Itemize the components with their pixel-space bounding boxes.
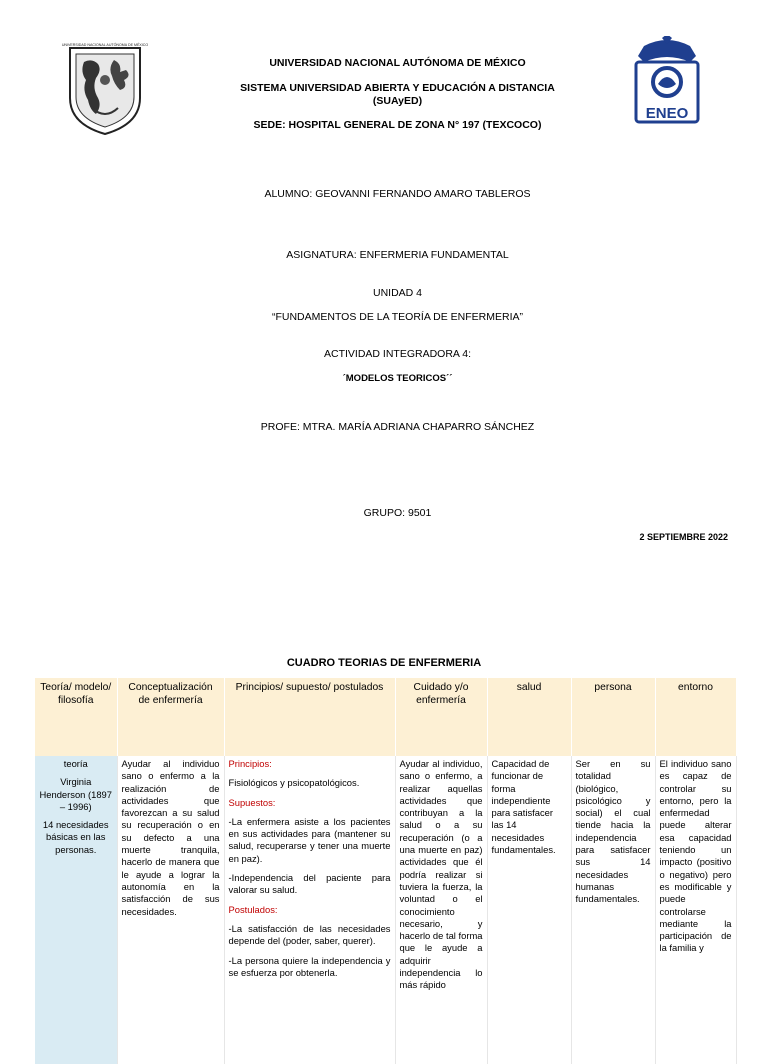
unit-line: UNIDAD 4 (372, 287, 422, 299)
student-line: ALUMNO: GEOVANNI FERNANDO AMARO TABLEROS (264, 188, 531, 200)
campus-name: SEDE: HOSPITAL GENERAL DE ZONA N° 197 (TEXCOCO) (253, 119, 542, 131)
theory-label: teoría (63, 758, 88, 769)
theory-needs: 14 necesidades básicas en las personas. (42, 819, 109, 855)
principles-cell (224, 756, 395, 1064)
eneo-logo-text: ENEO (645, 105, 689, 122)
header-care: Cuidado y/o enfermería (395, 678, 487, 756)
supuestos-label: Supuestos: (228, 796, 276, 808)
header-person: persona (571, 678, 655, 756)
table-header-row (35, 678, 736, 756)
eneo-logo (632, 36, 702, 124)
group-line: GRUPO: 9501 (363, 507, 432, 519)
activity-line: ACTIVIDAD INTEGRADORA 4: (323, 348, 472, 360)
table-title: CUADRO TEORIAS DE ENFERMERIA (286, 657, 482, 669)
person-cell: Ser en su totalidad (biológico, psicológico y social) el cual tiende hacia la independencia para satisfacer sus 14 necesidades humanas fundamentales. (571, 756, 655, 1064)
health-cell: Capacidad de funcionar de forma independiente para satisfacer las 14 necesidades fundamentales. (487, 756, 571, 1064)
postulados-item: -La persona quiere la independencia y se esfuerza por obtenerla. (228, 954, 391, 978)
theorist-name: Virginia Henderson (1897 – 1996) (39, 776, 112, 812)
document-date: 2 SEPTIEMBRE 2022 (639, 532, 728, 542)
seal-lettering: UNIVERSIDAD NACIONAL AUTÓNOMA DE MÉXICO (62, 43, 148, 47)
principios-label: Principios: (228, 758, 272, 769)
header-conceptualization: Conceptualización de enfermería (117, 678, 224, 756)
activity-title: ´MODELOS TEORICOS´´ (342, 373, 453, 384)
subject-line: ASIGNATURA: ENFERMERIA FUNDAMENTAL (286, 249, 509, 261)
theories-table (35, 678, 737, 1064)
supuestos-item: -La enfermera asiste a los pacientes en sus actividades para (mantener su salud, recuperarse y tener una muerte en paz). (228, 815, 391, 864)
header-principles: Principios/ supuesto/ postulados (224, 678, 395, 756)
postulados-item: -La satisfacción de las necesidades depende del (poder, saber, querer). (228, 922, 391, 947)
care-cell: Ayudar al individuo, sano o enfermo, a realizar aquellas actividades que contribuyan a la salud o a su recuperación (o a una muerte en paz) actividades que él podría realizar si tuviera la fuerza, la voluntad o el conocimiento necesario, y hacerlo de tal forma que le ayude a adquirir independencia lo más rápido (395, 756, 487, 1064)
theory-cell (35, 756, 117, 1064)
header-health: salud (487, 678, 571, 756)
unit-title: “FUNDAMENTOS DE LA TEORÍA DE ENFERMERIA” (271, 311, 524, 323)
system-name: SISTEMA UNIVERSIDAD ABIERTA Y EDUCACIÓN A DISTANCIA (240, 82, 555, 94)
teacher-line: PROFE: MTRA. MARÍA ADRIANA CHAPARRO SÁNCHEZ (260, 421, 535, 433)
system-abbreviation: (SUAyED) (372, 95, 423, 107)
conceptualization-cell: Ayudar al individuo sano o enfermo a la realización de actividades que favorezcan a su salud su recuperación o en su defecto a una muerte tranquila, hacerlo de manera que le ayude a lograr la autonomía en la satisfacción de sus necesidades. (117, 756, 224, 1064)
university-name: UNIVERSIDAD NACIONAL AUTÓNOMA DE MÉXICO (269, 57, 526, 69)
header-theory: Teoría/ modelo/ filosofía (35, 678, 117, 756)
header-environment: entorno (655, 678, 736, 756)
environment-cell: El individuo sano es capaz de controlar su entorno, pero la enfermedad puede alterar esa capacidad teniendo un impacto (positivo o negativo) pero es modificable y puede controlarse mediante la participación de la familia y (655, 756, 736, 1064)
table-row (35, 756, 736, 1064)
principios-text: Fisiológicos y psicopatológicos. (228, 777, 360, 789)
supuestos-item: -Independencia del paciente para valorar su salud. (228, 872, 391, 896)
postulados-label: Postulados: (228, 903, 278, 915)
unam-seal-logo (62, 40, 148, 136)
